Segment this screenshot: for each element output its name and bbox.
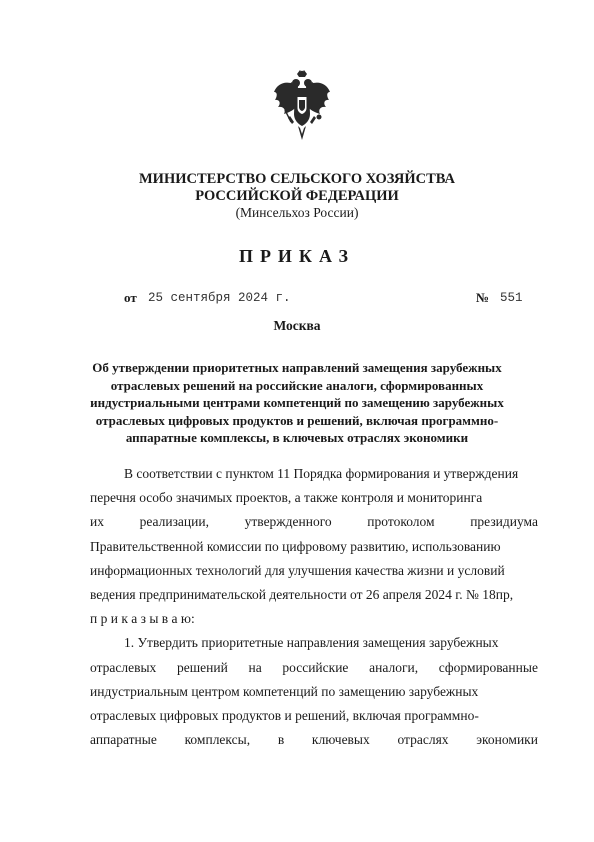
body-line — [90, 510, 538, 534]
body-word: аналоги, — [369, 659, 419, 675]
city: Москва — [273, 318, 321, 333]
title-line: отраслевых решений на российские аналоги, сформированных — [110, 377, 484, 393]
body-word: российские — [282, 659, 349, 675]
ministry-short-name: (Минсельхоз России) — [235, 205, 359, 220]
body-word: утвержденного — [244, 514, 332, 530]
body-word: В соответствии с пунктом 11 Порядка формирования и утверждения — [124, 466, 519, 481]
body-line — [90, 704, 538, 728]
body-line — [90, 680, 538, 704]
document-type: ПРИКАЗ — [238, 246, 356, 266]
number-label: № — [476, 290, 490, 305]
body-word: сформированные — [438, 659, 538, 675]
body-word: комплексы, — [184, 732, 251, 748]
body-line — [90, 728, 538, 752]
ministry-name-line1: МИНИСТЕРСТВО СЕЛЬСКОГО ХОЗЯЙСТВА — [139, 171, 455, 187]
body-word: на — [248, 659, 262, 675]
body-word: информационных технологий для улучшения качества жизни и условий — [90, 562, 505, 578]
body-word: п р и к а з ы в а ю: — [90, 611, 195, 627]
ministry-name — [0, 171, 594, 205]
body-word: индустриальным центром компетенций по замещению зарубежных — [90, 683, 479, 699]
body-word: отраслевых — [90, 659, 157, 675]
body-word: решений — [176, 659, 228, 675]
body-word: их — [90, 514, 104, 530]
body-word: президиума — [470, 514, 538, 530]
document-number: 551 — [500, 291, 523, 305]
document-title — [90, 359, 504, 447]
body-word: 1. Утвердить приоритетные направления замещения зарубежных — [124, 635, 499, 651]
body-word: перечня особо значимых проектов, а также контроля и мониторинга — [90, 490, 483, 506]
body-line — [90, 535, 538, 559]
title-line: отраслевых цифровых продуктов и решений, включая программно- — [95, 412, 499, 428]
body-word: аппаратные — [90, 732, 157, 748]
coat-of-arms-emblem — [272, 70, 332, 142]
body-line — [90, 607, 538, 631]
ministry-name-line2: РОССИЙСКОЙ ФЕДЕРАЦИИ — [195, 188, 399, 204]
body-word: отраслевых цифровых продуктов и решений, включая программно- — [90, 707, 479, 723]
body-line — [90, 559, 538, 583]
body-word: ведения предпринимательской деятельности от 26 апреля 2024 г. № 18пр, — [90, 586, 514, 602]
title-line: аппаратные комплексы, в ключевых отраслях экономики — [125, 430, 469, 445]
body-line — [90, 486, 538, 510]
body-word: в — [277, 732, 285, 748]
body-line — [90, 631, 538, 655]
date-number-row — [124, 290, 524, 308]
body-word: протоколом — [367, 514, 435, 530]
document-date: 25 сентября 2024 г. — [148, 291, 291, 305]
body-text — [90, 462, 538, 752]
body-word: реализации, — [139, 514, 209, 530]
title-line: индустриальными центрами компетенций по замещению зарубежных — [90, 395, 504, 410]
body-line — [90, 583, 538, 607]
date-prefix: от — [124, 290, 137, 305]
body-word: ключевых — [311, 732, 370, 748]
title-line: Об утверждении приоритетных направлений замещения зарубежных — [92, 360, 502, 375]
body-word: Правительственной комиссии по цифровому развитию, использованию — [90, 538, 501, 554]
body-word: экономики — [476, 732, 538, 748]
body-line — [90, 462, 538, 486]
body-word: отраслях — [397, 732, 449, 748]
body-line — [90, 656, 538, 680]
